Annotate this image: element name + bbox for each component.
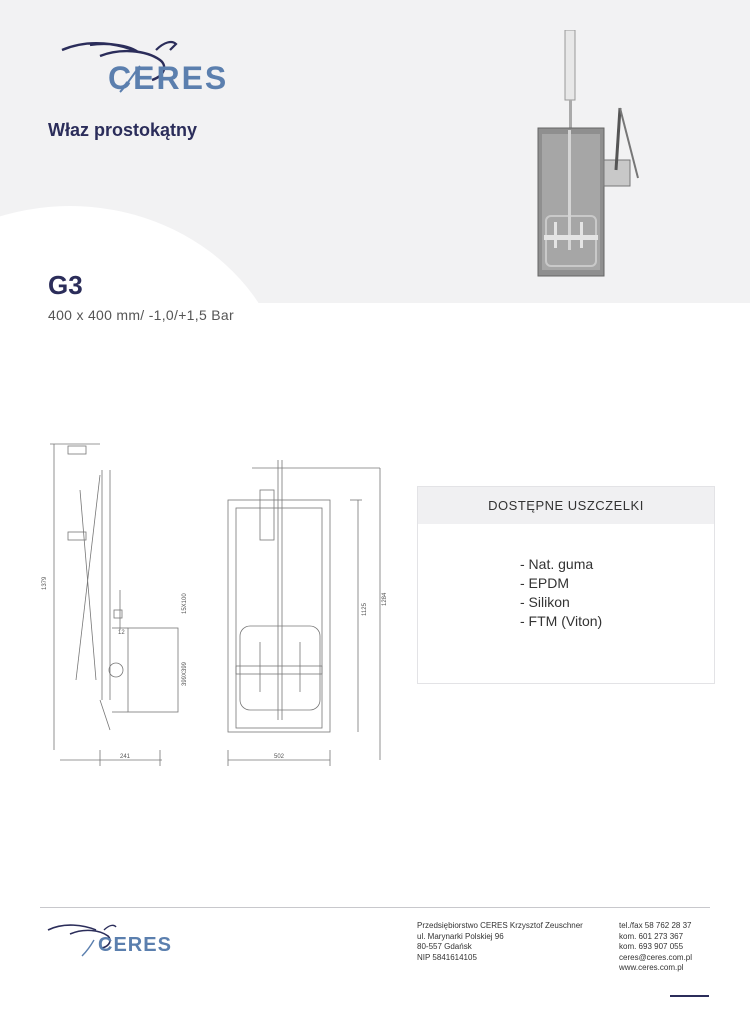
list-item: - Silikon (520, 594, 570, 610)
footer-logo (46, 920, 176, 960)
contact-mobile: kom. 601 273 367 (619, 931, 684, 941)
dim-height-inner: 1125 (362, 603, 368, 616)
dim-height-frame: 1284 (382, 592, 388, 606)
corner-accent (670, 995, 709, 997)
address-line: Przedsiębiorstwo CERES Krzysztof Zeuschner (417, 921, 583, 930)
seals-panel (417, 486, 715, 684)
product-title: Właz prostokątny (48, 120, 198, 140)
address-line: NIP 5841614105 (417, 952, 477, 962)
address-line: 80-557 Gdańsk (417, 942, 472, 951)
list-item: - FTM (Viton) (520, 613, 603, 629)
contact-mobile: kom. 693 907 055 (619, 942, 684, 951)
technical-drawing (40, 430, 390, 770)
contact-website[interactable]: www.ceres.com.pl (619, 963, 684, 972)
seals-title: DOSTĘPNE USZCZELKI (418, 487, 714, 524)
model-name: G3 (48, 270, 83, 300)
dim-height-total: 1379 (42, 576, 48, 590)
dim-handle-offset: 15X100 (182, 593, 188, 614)
contact-phone: tel./fax 58 762 28 37 (619, 921, 692, 930)
footer-divider (40, 907, 710, 908)
list-item: - Nat. guma (520, 556, 594, 572)
product-photo (520, 30, 650, 280)
dim-depth: 241 (120, 754, 131, 760)
contact-info (619, 921, 692, 974)
contact-email[interactable]: ceres@ceres.com.pl (619, 952, 693, 962)
logo-wordmark: CERES (108, 60, 229, 96)
footer-logo-wordmark: CERES (98, 934, 172, 956)
dim-width: 502 (274, 754, 285, 760)
dim-gap: 12 (118, 630, 125, 636)
ceres-logo (60, 36, 270, 98)
address-line: ul. Marynarki Polskiej 96 (417, 931, 504, 941)
dim-opening: 399X399 (182, 661, 188, 686)
company-address (417, 921, 583, 963)
seals-list (520, 555, 602, 631)
list-item: - EPDM (520, 575, 569, 591)
product-spec: 400 x 400 mm/ -1,0/+1,5 Bar (48, 307, 234, 323)
